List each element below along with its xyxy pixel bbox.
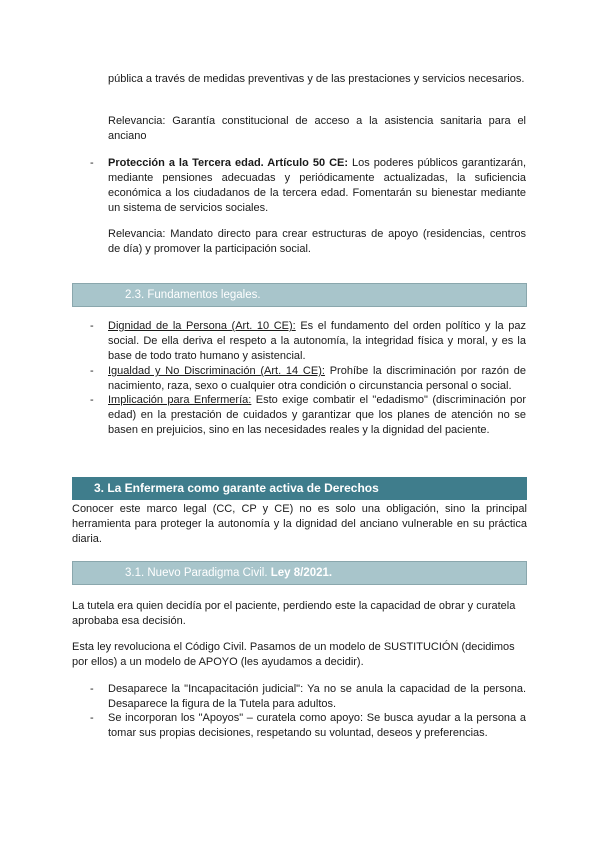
section-3-1-paragraph-1: La tutela era quien decidía por el paciente, perdiendo este la capacidad de obrar y curatela aprobaba esa decisión. — [72, 600, 516, 627]
list-item-text — [108, 319, 526, 364]
section-3-heading — [72, 477, 527, 500]
bullet-dash: - — [90, 683, 94, 695]
section-3-1-heading — [72, 561, 527, 585]
bullet-dash: - — [90, 394, 94, 406]
section-3-1-title — [125, 562, 332, 584]
bullet-bold-heading: Protección a la Tercera edad. Artículo 50 CE: — [108, 157, 349, 169]
list-item-body: Prohíbe la discriminación por razón de nacimiento, raza, sexo o cualquier otra condición o circunstancia personal o social. — [108, 365, 526, 392]
relevance-paragraph-1: Relevancia: Garantía constitucional de acceso a la asistencia sanitaria para el anciano — [108, 115, 526, 142]
section-3-1-paragraph-2: Esta ley revoluciona el Código Civil. Pasamos de un modelo de SUSTITUCIÓN (decidimos por ellos) a un modelo de APOYO (les ayudamos a decidir). — [72, 641, 515, 668]
paragraph-continuation: pública a través de medidas preventivas y de las prestaciones y servicios necesarios. — [108, 73, 525, 85]
bullet-dash: - — [90, 712, 94, 724]
list-item-label: Implicación para Enfermería: — [108, 394, 252, 406]
list-item-body: Es el fundamento del orden político y la paz social. De ella deriva el respeto a la autonomía, la integridad física y moral, y es la base de todo trato humano y asistencial. — [108, 320, 526, 362]
section-2-3-title: 2.3. Fundamentos legales. — [125, 289, 261, 301]
bullet-dash: - — [90, 365, 94, 377]
section-3-1-title-law: Ley 8/2021. — [267, 567, 333, 579]
list-item-label: Igualdad y No Discriminación (Art. 14 CE): — [108, 365, 325, 377]
list-item-label: Dignidad de la Persona (Art. 10 CE): — [108, 320, 296, 332]
list-item-text: Se incorporan los "Apoyos" – curatela como apoyo: Se busca ayudar a la persona a tomar sus propias decisiones, respetando su voluntad, deseos y preferencias. — [108, 712, 526, 739]
list-item-text: Desaparece la "Incapacitación judicial": Ya no se anula la capacidad de la persona. Desaparece la figura de la Tutela para adultos. — [108, 683, 526, 710]
section-3-title: 3. La Enfermera como garante activa de Derechos — [94, 481, 379, 495]
list-item-body: Esto exige combatir el "edadismo" (discriminación por edad) en la prestación de cuidados y garantizar que los planes de atención no se basen en prejuicios, sino en las necesidades reales y la dignidad del paciente. — [108, 394, 526, 436]
section-3-1-title-prefix: 3.1. Nuevo Paradigma Civil. — [125, 567, 268, 579]
bullet-dash: - — [90, 320, 94, 332]
section-3-intro: Conocer este marco legal (CC, CP y CE) no es solo una obligación, sino la principal herramienta para proteger la autonomía y la dignidad del anciano vulnerable en su práctica diaria. — [72, 503, 527, 545]
relevance-paragraph-2: Relevancia: Mandato directo para crear estructuras de apoyo (residencias, centros de día) y promover la participación social. — [108, 228, 526, 255]
list-item-text — [108, 364, 526, 394]
list-item-text — [108, 393, 526, 438]
bullet-dash: - — [90, 157, 94, 169]
bullet-body: Los poderes públicos garantizarán, mediante pensiones adecuadas y periódicamente actualizadas, la suficiencia económica a los ciudadanos de la tercera edad. Fomentarán su bienestar mediante un sistema de servicios sociales. — [108, 157, 526, 214]
section-2-3-heading — [72, 283, 527, 307]
bullet-text — [108, 156, 526, 216]
